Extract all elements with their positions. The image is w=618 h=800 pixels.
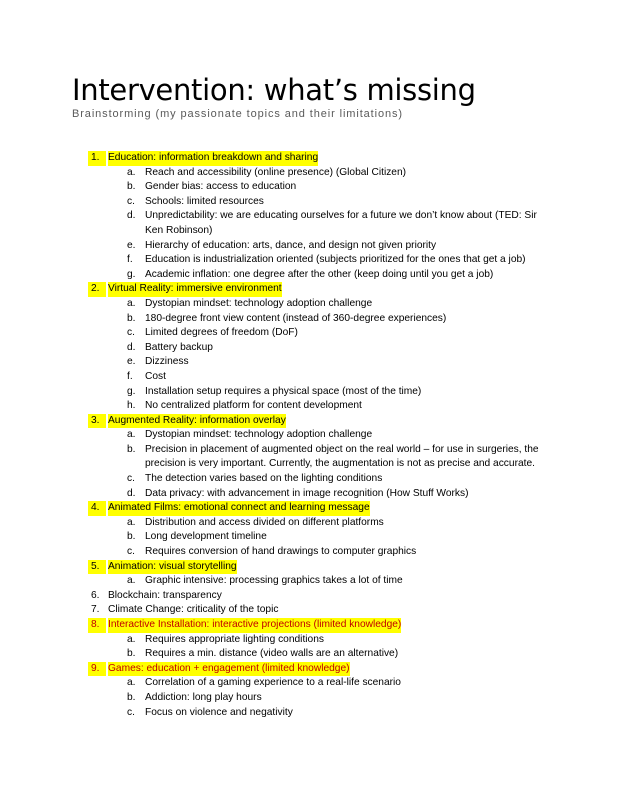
topic-number: 5. — [88, 560, 106, 575]
item-text: Academic inflation: one degree after the other (keep doing until you get a job) — [145, 268, 494, 280]
item-text: Distribution and access divided on different platforms — [145, 516, 384, 528]
list-item — [0, 487, 618, 502]
list-item — [0, 530, 618, 545]
item-letter: f. — [127, 370, 133, 382]
topic-row — [0, 151, 618, 166]
topic-row — [0, 589, 618, 604]
item-letter: b. — [127, 181, 136, 193]
list-item — [0, 239, 618, 254]
topic-row — [0, 414, 618, 429]
list-item — [0, 399, 618, 414]
item-letter: d. — [127, 341, 136, 353]
item-text: Battery backup — [145, 341, 213, 353]
list-item — [0, 633, 618, 648]
topic-number: 3. — [88, 414, 106, 429]
list-item — [0, 443, 618, 458]
topic-title: Animation: visual storytelling — [108, 560, 237, 575]
item-letter: h. — [127, 400, 136, 412]
list-item — [0, 195, 618, 210]
item-letter: d. — [127, 210, 136, 222]
list-item — [0, 370, 618, 385]
list-item — [0, 676, 618, 691]
topic-row — [0, 282, 618, 297]
item-letter: b. — [127, 443, 136, 455]
list-item — [0, 516, 618, 531]
item-letter: d. — [127, 487, 136, 499]
topic-title: Interactive Installation: interactive projections (limited knowledge) — [108, 618, 401, 633]
item-text: The detection varies based on the lighting conditions — [145, 473, 383, 485]
item-text: Dystopian mindset: technology adoption challenge — [145, 297, 373, 309]
item-letter: a. — [127, 575, 136, 587]
item-letter: b. — [127, 691, 136, 703]
list-item-continuation — [0, 457, 618, 472]
list-item — [0, 706, 618, 721]
item-text: Schools: limited resources — [145, 195, 264, 207]
list-item — [0, 545, 618, 560]
item-text: Limited degrees of freedom (DoF) — [145, 327, 298, 339]
item-letter: c. — [127, 473, 135, 485]
list-item — [0, 341, 618, 356]
topic-number: 9. — [88, 662, 106, 677]
topic-number: 7. — [91, 604, 100, 616]
item-text: Cost — [145, 370, 166, 382]
item-text: Requires conversion of hand drawings to computer graphics — [145, 546, 417, 558]
topic-number: 6. — [91, 589, 100, 601]
item-text: Requires appropriate lighting conditions — [145, 633, 324, 645]
item-text: 180-degree front view content (instead of 360-degree experiences) — [145, 312, 447, 324]
item-letter: a. — [127, 677, 136, 689]
item-letter: a. — [127, 516, 136, 528]
topic-number: 1. — [88, 151, 106, 166]
list-item — [0, 268, 618, 283]
topic-number: 8. — [88, 618, 106, 633]
topic-number: 2. — [88, 282, 106, 297]
item-text: Unpredictability: we are educating ourselves for a future we don’t know about (TED: Sir — [145, 210, 537, 222]
item-text: Dizziness — [145, 356, 189, 368]
item-text: Correlation of a gaming experience to a real-life scenario — [145, 677, 401, 689]
list-item — [0, 355, 618, 370]
item-text: Installation setup requires a physical space (most of the time) — [145, 385, 422, 397]
item-text: Reach and accessibility (online presence) (Global Citizen) — [145, 166, 407, 178]
item-letter: a. — [127, 166, 136, 178]
item-text: precision is very important. Currently, the augmentation is not as precise and accurate. — [145, 458, 535, 470]
topic-title: Augmented Reality: information overlay — [108, 414, 286, 429]
item-letter: b. — [127, 648, 136, 660]
topic-title: Education: information breakdown and sharing — [108, 151, 318, 166]
item-text: Data privacy: with advancement in image recognition (How Stuff Works) — [145, 487, 469, 499]
item-letter: a. — [127, 633, 136, 645]
list-item — [0, 472, 618, 487]
list-item-continuation — [0, 224, 618, 239]
item-text: Requires a min. distance (video walls are an alternative) — [145, 648, 399, 660]
list-item — [0, 326, 618, 341]
item-text: Hierarchy of education: arts, dance, and design not given priority — [145, 239, 437, 251]
list-item — [0, 166, 618, 181]
item-text: Graphic intensive: processing graphics takes a lot of time — [145, 575, 403, 587]
topic-title: Animated Films: emotional connect and learning message — [108, 501, 370, 516]
item-text: Long development timeline — [145, 531, 267, 543]
topic-list — [0, 151, 618, 720]
item-letter: b. — [127, 312, 136, 324]
item-text: Gender bias: access to education — [145, 181, 297, 193]
list-item — [0, 574, 618, 589]
item-text: Precision in placement of augmented object on the real world – for use in surgeries, the — [145, 443, 539, 455]
item-letter: f. — [127, 254, 133, 266]
topic-number: 4. — [88, 501, 106, 516]
item-letter: a. — [127, 297, 136, 309]
item-text: Ken Robinson) — [145, 224, 213, 236]
topic-title: Virtual Reality: immersive environment — [108, 282, 282, 297]
topic-title: Climate Change: criticality of the topic — [108, 604, 279, 616]
item-text: Dystopian mindset: technology adoption challenge — [145, 429, 373, 441]
item-letter: e. — [127, 356, 136, 368]
item-letter: b. — [127, 531, 136, 543]
list-item — [0, 209, 618, 224]
topic-row — [0, 662, 618, 677]
item-letter: g. — [127, 385, 136, 397]
list-item — [0, 312, 618, 327]
item-text: No centralized platform for content development — [145, 400, 362, 412]
item-letter: a. — [127, 429, 136, 441]
list-item — [0, 691, 618, 706]
item-letter: g. — [127, 268, 136, 280]
list-item — [0, 253, 618, 268]
list-item — [0, 180, 618, 195]
topic-row — [0, 501, 618, 516]
list-item — [0, 647, 618, 662]
list-item — [0, 385, 618, 400]
item-letter: c. — [127, 706, 135, 718]
list-item — [0, 428, 618, 443]
document-title: Intervention: what’s missing — [72, 73, 476, 107]
topic-title: Blockchain: transparency — [108, 589, 222, 601]
topic-row — [0, 560, 618, 575]
item-text: Focus on violence and negativity — [145, 706, 293, 718]
item-letter: c. — [127, 327, 135, 339]
document-subtitle: Brainstorming (my passionate topics and their limitations) — [72, 108, 403, 120]
list-item — [0, 297, 618, 312]
item-text: Addiction: long play hours — [145, 691, 262, 703]
item-letter: c. — [127, 546, 135, 558]
item-letter: e. — [127, 239, 136, 251]
topic-row — [0, 618, 618, 633]
item-letter: c. — [127, 195, 135, 207]
topic-title: Games: education + engagement (limited knowledge) — [108, 662, 350, 677]
item-text: Education is industrialization oriented (subjects prioritized for the ones that get a job) — [145, 254, 526, 266]
topic-row — [0, 603, 618, 618]
